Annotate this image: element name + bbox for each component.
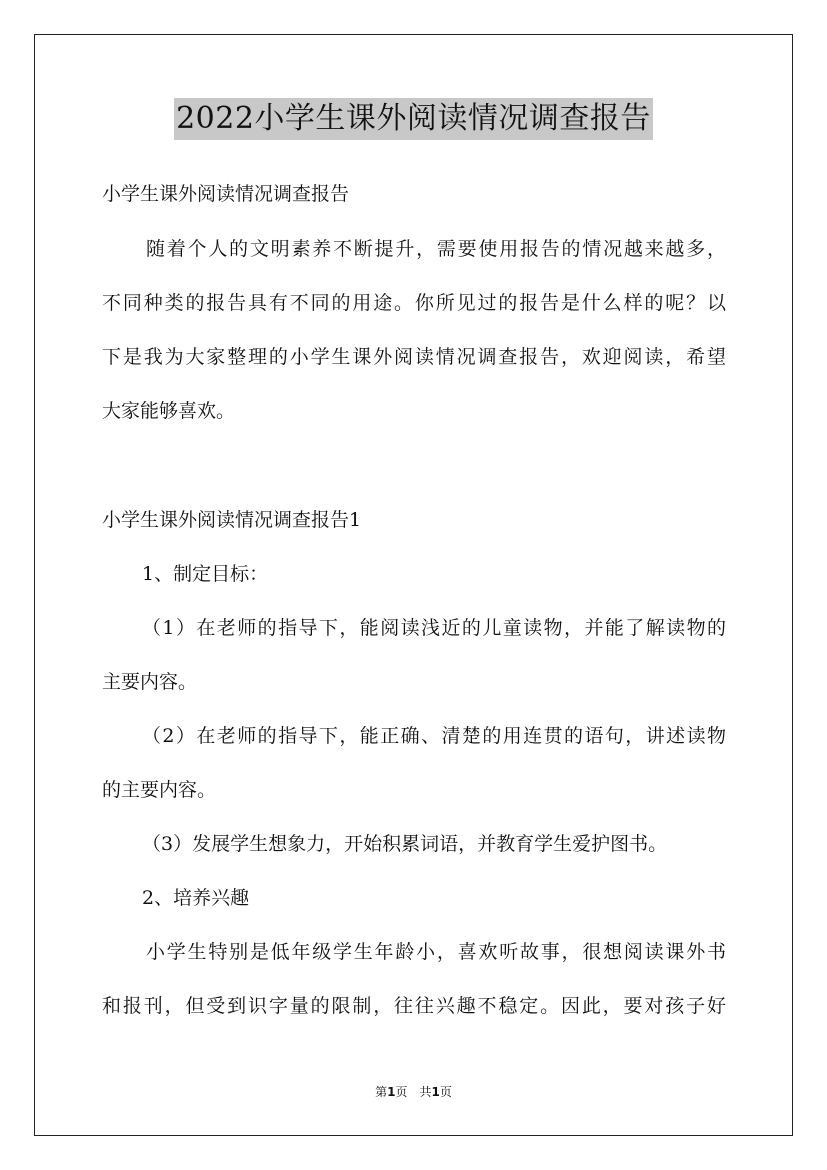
page-footer <box>0 1084 827 1100</box>
footer-suffix: 页 <box>439 1085 452 1099</box>
footer-total-pages: 1 <box>431 1085 440 1099</box>
list-heading: 1、制定目标： <box>142 563 269 585</box>
section-heading: 小学生课外阅读情况调查报告1 <box>102 509 362 531</box>
paragraph-line: 小学生特别是低年级学生年龄小，喜欢听故事，很想阅读课外书 <box>146 941 726 963</box>
footer-current-page: 1 <box>387 1085 396 1099</box>
paragraph-line: 不同种类的报告具有不同的用途。你所见过的报告是什么样的呢？以 <box>102 292 726 314</box>
paragraph-line: 大家能够喜欢。 <box>102 400 236 422</box>
paragraph-line: 和报刊，但受到识字量的限制，往往兴趣不稳定。因此，要对孩子好 <box>102 995 726 1017</box>
paragraph-line: 下是我为大家整理的小学生课外阅读情况调查报告，欢迎阅读，希望 <box>102 346 726 368</box>
section-heading: 小学生课外阅读情况调查报告 <box>102 183 350 205</box>
list-heading: 2、培养兴趣 <box>142 887 250 909</box>
footer-mid: 页 共 <box>395 1085 432 1099</box>
paragraph-line: 的主要内容。 <box>102 779 217 801</box>
paragraph-line: （2）在老师的指导下，能正确、清楚的用连贯的语句，讲述读物 <box>142 725 726 747</box>
document-title: 2022小学生课外阅读情况调查报告 <box>174 98 653 140</box>
paragraph-line: （3）发展学生想象力，开始积累词语，并教育学生爱护图书。 <box>142 833 668 855</box>
footer-prefix: 第 <box>375 1085 388 1099</box>
paragraph-line: 随着个人的文明素养不断提升，需要使用报告的情况越来越多， <box>146 238 726 260</box>
paragraph-line: 主要内容。 <box>102 671 198 693</box>
paragraph-line: （1）在老师的指导下，能阅读浅近的儿童读物，并能了解读物的 <box>142 617 726 639</box>
title-container <box>0 98 827 140</box>
